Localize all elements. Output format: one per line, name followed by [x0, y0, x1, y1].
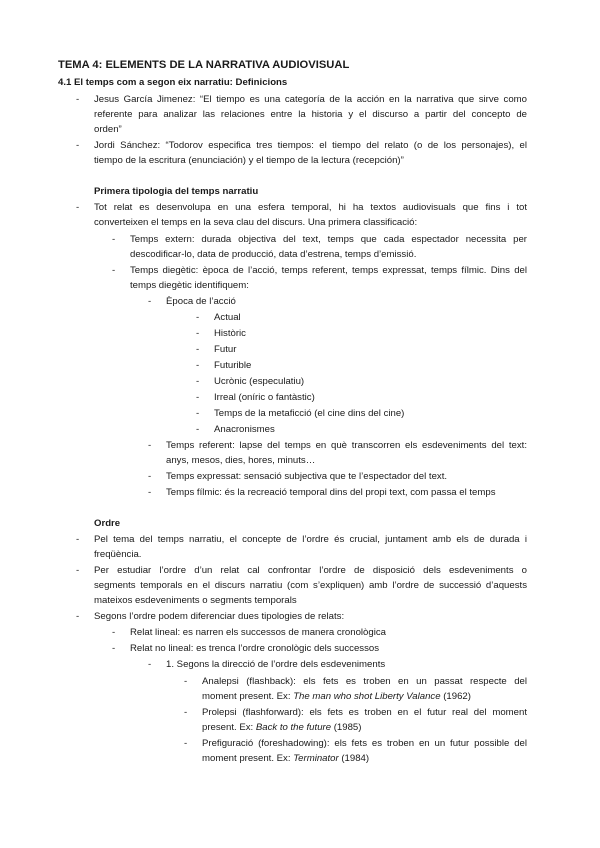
bullet-dash: -	[196, 424, 200, 435]
bullet-dash: -	[76, 565, 80, 576]
temps-filmic: Temps fílmic: és la recreació temporal dins del propi text, com passa el temps	[166, 487, 496, 498]
temps-extern-line2: descodificar-lo, data de producció, data d’estrena, temps d’emissió.	[130, 249, 417, 260]
bullet-dash: -	[148, 659, 152, 670]
bullet-dash: -	[196, 408, 200, 419]
epoca-item: Futur	[214, 344, 237, 355]
ordre-para1-line2: freqüència.	[94, 549, 142, 560]
bullet-dash: -	[196, 312, 200, 323]
prefiguracio-line2: moment present. Ex: Terminator (1984)	[202, 753, 370, 764]
bullet-dash: -	[112, 643, 116, 654]
direccio-ordre: 1. Segons la direcció de l’ordre dels esdeveniments	[166, 659, 386, 670]
bullet-dash: -	[196, 344, 200, 355]
epoca-item: Ucrònic (especulatiu)	[214, 376, 305, 387]
bullet-dash: -	[184, 676, 188, 687]
bullet-dash: -	[184, 707, 188, 718]
film-title: The man who shot Liberty Valance	[293, 691, 441, 702]
tipologia-line1: Tot relat es desenvolupa en una esfera temporal, hi ha textos audiovisuals que fins i tot	[94, 202, 527, 213]
temps-diegetic-line1: Temps diegètic: època de l’acció, temps referent, temps expressat, temps fílmic. Dins del	[130, 265, 527, 276]
bullet-dash: -	[148, 471, 152, 482]
bullet-dash: -	[112, 234, 116, 245]
relat-no-lineal: Relat no lineal: es trenca l’ordre cronològic dels successos	[130, 643, 380, 654]
film-title: Back to the future	[255, 722, 332, 733]
analepsi-line2: moment present. Ex: The man who shot Liberty Valance (1962)	[202, 691, 471, 702]
prolepsi-line1: Prolepsi (flashforward): els fets es troben en el futur real del moment	[202, 707, 527, 718]
bullet-dash: -	[76, 202, 80, 213]
bullet-dash: -	[148, 296, 152, 307]
epoca-item: Anacronismes	[214, 424, 275, 435]
ordre-para2-line1: Per estudiar l’ordre d’un relat cal confrontar l’ordre de disposició dels esdeveniments o	[94, 565, 527, 576]
bullet-dash: -	[148, 487, 152, 498]
epoca-item: Temps de la metaficció (el cine dins del cine)	[214, 408, 405, 419]
definition-sanchez-line2: tiempo de la escritura (enunciación) y el tiempo de la lectura (recepción)”	[94, 155, 404, 166]
bullet-dash: -	[112, 627, 116, 638]
bullet-dash: -	[76, 140, 80, 151]
bullet-dash: -	[184, 738, 188, 749]
temps-referent-line1: Temps referent: lapse del temps en què transcorren els esdeveniments del text:	[166, 440, 527, 451]
subheading-ordre: Ordre	[94, 518, 121, 529]
analepsi-line1: Analepsi (flashback): els fets es troben en un passat respecte del	[202, 676, 527, 687]
ordre-para2-line3: mateixos esdeveniments o segments temporals	[94, 595, 297, 606]
bullet-dash: -	[196, 392, 200, 403]
temps-diegetic-line2: temps diegètic identifiquem:	[130, 280, 249, 291]
bullet-dash: -	[76, 534, 80, 545]
bullet-dash: -	[196, 328, 200, 339]
definition-garcia-line2: referente para analizar las relaciones entre la historia y el discurso a partir del concepto de	[94, 109, 527, 120]
ordre-para3: Segons l’ordre podem diferenciar dues tipologies de relats:	[94, 611, 345, 622]
definition-garcia-line3: orden”	[94, 124, 122, 135]
subheading-tipologia: Primera tipologia del temps narratiu	[94, 186, 259, 197]
relat-lineal: Relat lineal: es narren els successos de manera cronològica	[130, 627, 386, 638]
page-title: TEMA 4: ELEMENTS DE LA NARRATIVA AUDIOVISUAL	[58, 59, 350, 71]
epoca-accio: Època de l’acció	[166, 296, 236, 307]
epoca-item: Actual	[214, 312, 241, 323]
temps-referent-line2: anys, mesos, dies, hores, minuts…	[166, 455, 316, 466]
bullet-dash: -	[76, 611, 80, 622]
bullet-dash: -	[196, 376, 200, 387]
definition-garcia-line1: Jesus García Jimenez: “El tiempo es una categoría de la acción en la narrativa que sirve como	[94, 94, 527, 105]
ordre-para2-line2: segments temporals en el discurs narratiu (com s’expliquen) amb l’ordre de successió d’aquests	[94, 580, 527, 591]
section-heading-4-1: 4.1 El temps com a segon eix narratiu: Definicions	[58, 77, 288, 88]
bullet-dash: -	[196, 360, 200, 371]
temps-extern-line1: Temps extern: durada objectiva del text, temps que cada espectador necessita per	[130, 234, 527, 245]
epoca-item: Històric	[214, 328, 246, 339]
prolepsi-line2: present. Ex: Back to the future (1985)	[202, 722, 362, 733]
film-title: Terminator	[293, 753, 339, 764]
definition-sanchez-line1: Jordi Sánchez: “Todorov especifica tres tiempos: el tiempo del relato (o de los personajes), el	[94, 140, 527, 151]
epoca-item: Irreal (oníric o fantàstic)	[214, 392, 315, 403]
bullet-dash: -	[148, 440, 152, 451]
temps-expressat: Temps expressat: sensació subjectiva que te l’espectador del text.	[166, 471, 448, 482]
bullet-dash: -	[112, 265, 116, 276]
bullet-dash: -	[76, 94, 80, 105]
epoca-item: Futurible	[214, 360, 252, 371]
prefiguracio-line1: Prefiguració (foreshadowing): els fets es troben en un futur possible del	[202, 738, 527, 749]
tipologia-line2: converteixen el temps en la seva clau del discurs. Una primera classificació:	[94, 217, 418, 228]
ordre-para1-line1: Pel tema del temps narratiu, el concepte de l’ordre és crucial, juntament amb els de durada i	[94, 534, 527, 545]
